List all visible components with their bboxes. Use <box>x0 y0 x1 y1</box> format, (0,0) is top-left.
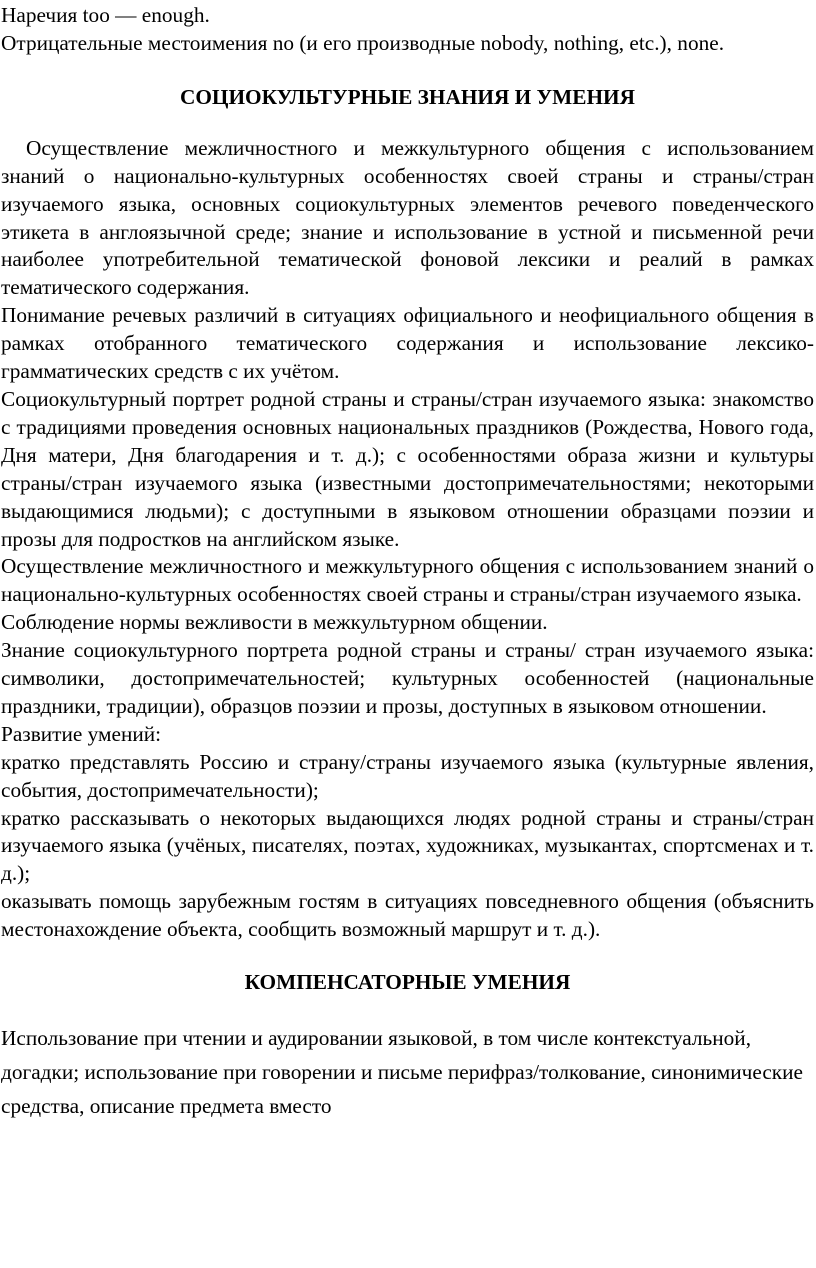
list-item-help-guests: оказывать помощь зарубежным гостям в ситуациях повседневного общения (объяснить местонахождение объекта, сообщить возможный маршрут и т. д.). <box>1 889 814 942</box>
paragraph-adverbs: Наречия too — enough. <box>1 3 210 27</box>
heading-sociocultural: СОЦИОКУЛЬТУРНЫЕ ЗНАНИЯ И УМЕНИЯ <box>179 84 636 109</box>
paragraph-intercultural-communication-2: Осуществление межличностного и межкультурного общения с использованием знаний о национально-культурных особенностях своей страны и страны/стран изучаемого языка. <box>1 554 814 607</box>
paragraph-skills-heading: Развитие умений: <box>1 721 162 746</box>
paragraph-portrait-knowledge: Знание социокультурного портрета родной страны и страны/ стран изучаемого языка: символики, достопримечательностей; культурных особенностей (национальные праздники, традиции), образцов поэзии и прозы, доступных в языковом отношении. <box>1 638 814 718</box>
paragraph-sociocultural-portrait: Социокультурный портрет родной страны и страны/стран изучаемого языка: знакомство с традициями проведения основных национальных праздников (Рождества, Нового года, Дня матери, Дня благодарения и т. д.); с особенностями образа жизни и культуры страны/стран изучаемого языка (известными достопримечательностями; некоторыми выдающимися людьми); с доступными в языковом отношении образцами поэзии и прозы для подростков на английском языке. <box>1 386 814 551</box>
heading-compensatory: КОМПЕНСАТОРНЫЕ УМЕНИЯ <box>244 970 571 995</box>
paragraph-intercultural-communication: Осуществление межличностного и межкультурного общения с использованием знаний о национально-культурных особенностях своей страны и страны/стран изучаемого языка, основных социокультурных элементов речевого поведенческого этикета в англоязычной среде; знание и использование в устной и письменной речи наиболее употребительной тематической фоновой лексики и реалий в рамках тематического содержания. <box>1 135 814 300</box>
paragraph-negative-pronouns: Отрицательные местоимения no (и его производные nobody, nothing, etc.), none. <box>1 30 725 55</box>
paragraph-speech-differences: Понимание речевых различий в ситуациях официального и неофициального общения в рамках отобранного тематического содержания и использование лексико-грамматических средств с их учётом. <box>1 303 814 384</box>
paragraph-politeness: Соблюдение нормы вежливости в межкультурном общении. <box>1 610 548 635</box>
list-item-outstanding-people: кратко рассказывать о некоторых выдающихся людях родной страны и страны/стран изучаемого языка (учёных, писателях, поэтах, художниках, музыкантах, спортсменах и т. д.); <box>1 805 814 886</box>
paragraph-compensatory-skills: Использование при чтении и аудировании языковой, в том числе контекстуальной, догадки; использование при говорении и письме перифраз/толкование, синонимические средства, описание предмета вместо <box>1 1026 804 1119</box>
list-item-present-russia: кратко представлять Россию и страну/страны изучаемого языка (культурные явления, события, достопримечательности); <box>1 749 814 802</box>
